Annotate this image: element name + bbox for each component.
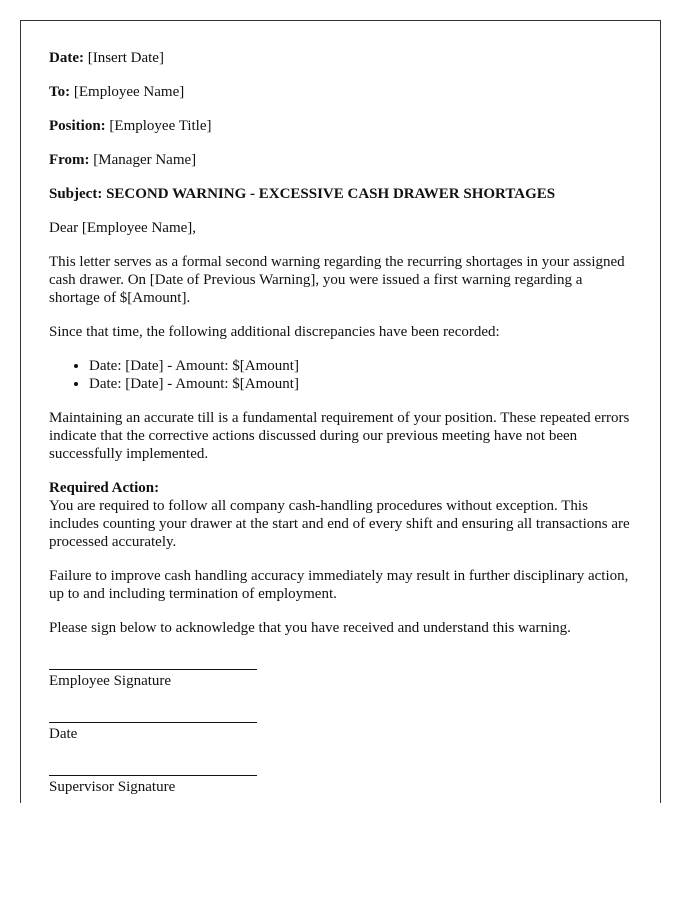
date-line — [49, 49, 632, 67]
supervisor-signature-line — [49, 775, 257, 796]
subject-value: SECOND WARNING - EXCESSIVE CASH DRAWER SHORTAGES — [106, 186, 556, 202]
required-action-text: You are required to follow all company cash-handling procedures without exception. This includes counting your drawer at the start and end of every shift and ensuring all transactions are processed accurately. — [49, 498, 630, 550]
to-line — [49, 83, 632, 101]
acknowledge-paragraph: Please sign below to acknowledge that you have received and understand this warning. — [49, 620, 571, 636]
from-line — [49, 151, 632, 169]
to-label: To: — [49, 84, 71, 100]
subject-line — [49, 185, 632, 203]
discrepancies-intro: Since that time, the following additional discrepancies have been recorded: — [49, 324, 500, 340]
date-label: Date: — [49, 50, 84, 66]
position-value: [Employee Title] — [109, 118, 212, 134]
supervisor-signature-label: Supervisor Signature — [49, 779, 176, 795]
position-label: Position: — [49, 118, 106, 134]
from-value: [Manager Name] — [93, 152, 197, 168]
date-value: [Insert Date] — [87, 50, 164, 66]
date-signature-label: Date — [49, 726, 78, 742]
required-action-label: Required Action: — [49, 480, 160, 496]
intro-paragraph: This letter serves as a formal second warning regarding the recurring shortages in your assigned cash drawer. On [Date of Previous Warning], you were issued a first warning regarding a shortage of $[Amount]. — [49, 254, 625, 306]
discrepancy-list — [49, 357, 632, 393]
salutation: Dear [Employee Name], — [49, 220, 197, 236]
list-item: • Date: [Date] - Amount: $[Amount] — [89, 357, 632, 375]
list-item: • Date: [Date] - Amount: $[Amount] — [89, 375, 632, 393]
requirement-paragraph: Maintaining an accurate till is a fundamental requirement of your position. These repeated errors indicate that the corrective actions discussed during our previous meeting have not been successfully implemented. — [49, 410, 630, 462]
subject-label: Subject: — [49, 186, 103, 202]
from-label: From: — [49, 152, 90, 168]
date-signature-line — [49, 722, 257, 743]
to-value: [Employee Name] — [73, 84, 185, 100]
employee-signature-line — [49, 669, 257, 690]
letter-page — [20, 20, 661, 803]
position-line — [49, 117, 632, 135]
required-action — [49, 479, 632, 551]
employee-signature-label: Employee Signature — [49, 673, 172, 689]
consequence-paragraph: Failure to improve cash handling accuracy immediately may result in further disciplinary action, up to and including termination of employment. — [49, 568, 629, 602]
